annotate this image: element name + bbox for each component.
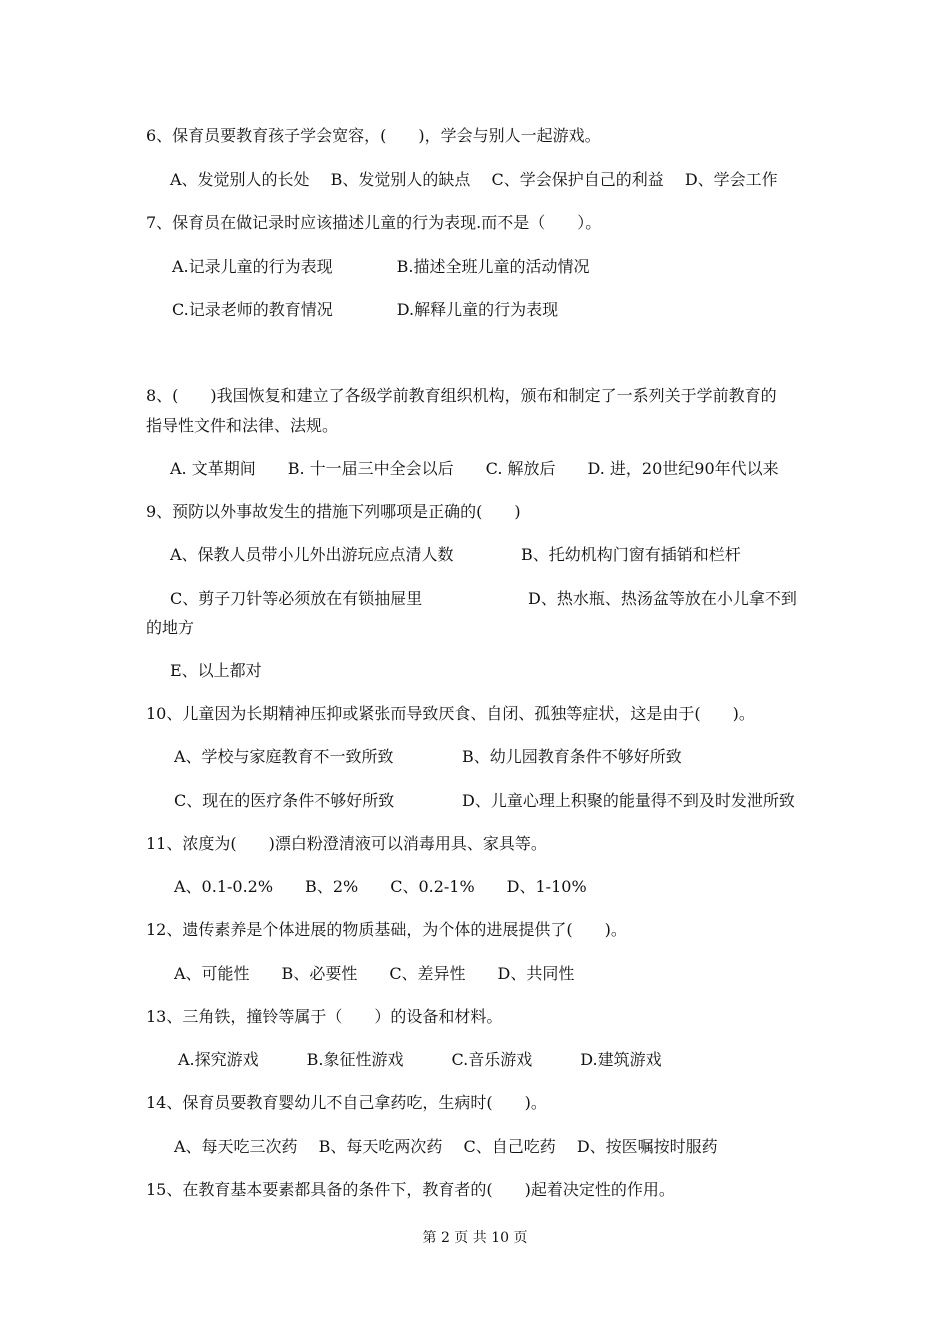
option-a: A、保教人员带小儿外出游玩应点清人数 [170,545,454,564]
page-number: 第 2 页 共 10 页 [422,1230,528,1246]
option-c: C、现在的医疗条件不够好所致 [174,791,395,810]
question-options: A、每天吃三次药 B、每天吃两次药 C、自己吃药 D、按医嘱按时服药 [174,1137,718,1156]
question-stem: 8、( )我国恢复和建立了各级学前教育组织机构，颁布和制定了一系列关于学前教育的 [146,386,777,405]
question-stem: 9、预防以外事故发生的措施下列哪项是正确的( ) [146,502,521,521]
question-stem: 6、保育员要教育孩子学会宽容，( )，学会与别人一起游戏。 [146,126,601,145]
question-options: C.记录老师的教育情况 D.解释儿童的行为表现 [172,300,559,319]
option-d: D、热水瓶、热汤盆等放在小儿拿不到 [528,589,797,608]
question-stem: 14、保育员要教育婴幼儿不自己拿药吃，生病时( )。 [146,1093,547,1112]
question-stem: 13、三角铁，撞铃等属于（ ）的设备和材料。 [146,1007,503,1026]
option-d: D、儿童心理上积聚的能量得不到及时发泄所致 [462,791,795,810]
question-stem: 10、儿童因为长期精神压抑或紧张而导致厌食、自闭、孤独等症状，这是由于( )。 [146,704,755,723]
question-stem: 11、浓度为( )漂白粉澄清液可以消毒用具、家具等。 [146,834,547,853]
option-b: B、幼儿园教育条件不够好所致 [462,747,682,766]
option-b: B、托幼机构门窗有插销和栏杆 [521,545,741,564]
question-options: A.探究游戏 B.象征性游戏 C.音乐游戏 D.建筑游戏 [178,1050,662,1069]
question-options: A. 文革期间 B. 十一届三中全会以后 C. 解放后 D. 进，20世纪90年代以来 [170,459,779,478]
question-stem: 7、保育员在做记录时应该描述儿童的行为表现.而不是（ ）。 [146,213,602,232]
question-stem: 12、遗传素养是个体进展的物质基础，为个体的进展提供了( )。 [146,920,627,939]
question-stem: 指导性文件和法律、法规。 [146,416,339,435]
option-d-continued: 的地方 [146,618,195,637]
question-options: A.记录儿童的行为表现 B.描述全班儿童的活动情况 [172,257,590,276]
question-options: A、0.1-0.2% B、2% C、0.2-1% D、1-10% [174,877,587,896]
option-e: E、以上都对 [170,661,262,680]
option-a: A、学校与家庭教育不一致所致 [174,747,394,766]
question-options: A、可能性 B、必要性 C、差异性 D、共同性 [174,964,575,983]
question-options: A、发觉别人的长处 B、发觉别人的缺点 C、学会保护自己的利益 D、学会工作 [170,170,778,189]
question-stem: 15、在教育基本要素都具备的条件下，教育者的( )起着决定性的作用。 [146,1180,675,1199]
option-c: C、剪子刀针等必须放在有锁抽屉里 [170,589,423,608]
